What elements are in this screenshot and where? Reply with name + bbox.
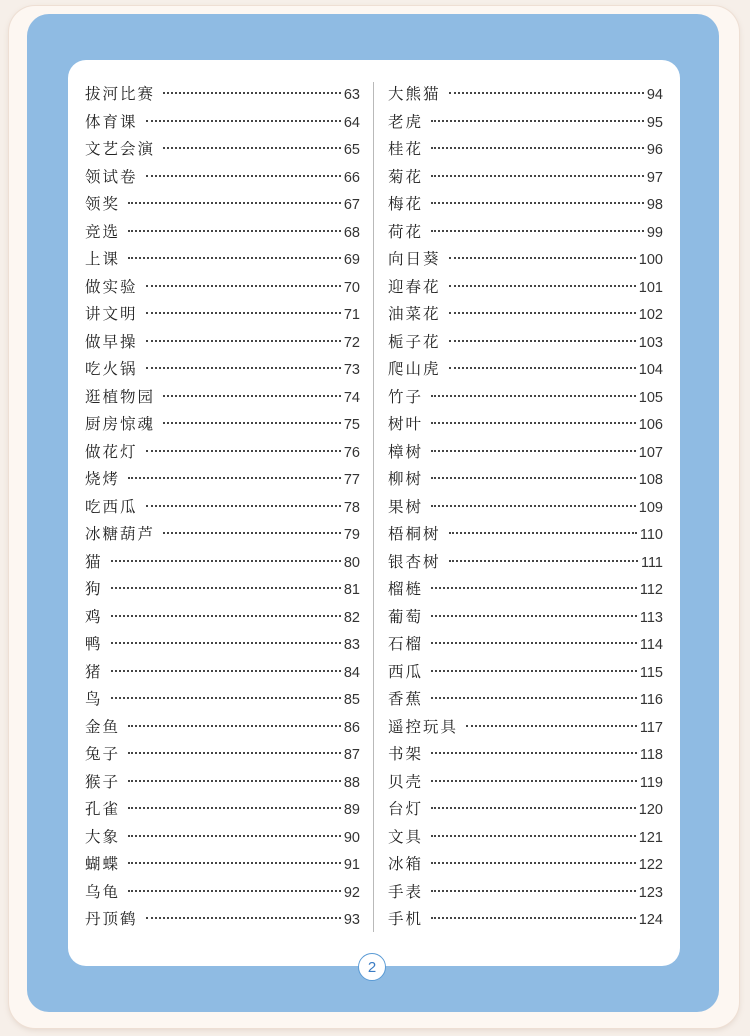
toc-entry-page: 63 [343, 87, 360, 103]
toc-entry-page: 118 [639, 747, 663, 763]
dot-leader [449, 284, 636, 287]
dot-leader [466, 724, 637, 727]
toc-entry-title: 竹子 [388, 387, 424, 406]
toc-entry[interactable] [85, 274, 360, 302]
dot-leader [431, 201, 644, 204]
toc-entry-page: 99 [646, 224, 663, 241]
toc-entry-page: 113 [639, 609, 663, 626]
dot-leader [431, 476, 636, 479]
toc-entry[interactable] [85, 521, 360, 549]
toc-entry-title: 拔河比赛 [85, 85, 156, 103]
toc-entry-page: 110 [639, 527, 663, 543]
toc-entry[interactable] [85, 494, 360, 522]
dot-leader [146, 916, 341, 919]
toc-entry-title: 鸡 [85, 607, 103, 626]
toc-entry-page: 72 [343, 334, 360, 351]
toc-entry-title: 梧桐树 [388, 525, 441, 543]
toc-entry-title: 果树 [388, 497, 424, 516]
toc-entry-page: 66 [343, 169, 360, 186]
toc-entry-title: 烧烤 [85, 470, 121, 488]
toc-entry-page: 78 [343, 499, 360, 516]
toc-entry-title: 蝴蝶 [85, 855, 121, 873]
toc-entry-title: 迎春花 [388, 277, 441, 296]
toc-entry-page: 100 [638, 252, 663, 268]
toc-entry-title: 体育课 [85, 112, 138, 131]
toc-entry[interactable] [85, 164, 360, 192]
toc-entry-page: 122 [638, 857, 663, 873]
toc-entry-title: 遥控玩具 [388, 717, 459, 736]
toc-entry[interactable] [85, 109, 360, 137]
dot-leader [111, 586, 341, 589]
dot-leader [163, 91, 341, 94]
toc-entry-page: 90 [343, 829, 360, 846]
toc-entry[interactable] [388, 604, 663, 632]
toc-entry-title: 冰糖葫芦 [85, 525, 156, 543]
toc-entry-title: 文艺会演 [85, 140, 156, 158]
toc-entry-page: 121 [638, 829, 663, 846]
dot-leader [431, 614, 637, 617]
toc-entry-title: 乌龟 [85, 882, 121, 901]
toc-entry-page: 112 [639, 582, 663, 598]
toc-entry-title: 梅花 [388, 195, 424, 213]
toc-entry-title: 领奖 [85, 195, 121, 213]
toc-entry-page: 73 [343, 362, 360, 378]
toc-entry-page: 71 [343, 307, 360, 323]
dot-leader [163, 421, 341, 424]
toc-entry[interactable] [388, 631, 663, 659]
toc-entry[interactable] [85, 604, 360, 632]
toc-entry[interactable] [388, 686, 663, 714]
toc-entry-page: 70 [343, 279, 360, 296]
toc-entry-page: 116 [639, 692, 663, 708]
toc-entry-page: 124 [638, 912, 663, 928]
toc-entry-title: 领试卷 [85, 167, 138, 186]
dot-leader [128, 724, 341, 727]
toc-entry-page: 101 [638, 279, 663, 296]
toc-entry[interactable] [388, 494, 663, 522]
toc-entry[interactable] [85, 576, 360, 604]
toc-entry-title: 柳树 [388, 470, 424, 488]
toc-entry-title: 文具 [388, 827, 424, 846]
toc-entry-page: 91 [343, 857, 360, 873]
dot-leader [431, 229, 644, 232]
toc-entry[interactable] [388, 384, 663, 412]
toc-entry-page: 88 [343, 774, 360, 791]
dot-leader [431, 449, 636, 452]
toc-entry-page: 97 [646, 169, 663, 186]
dot-leader [111, 614, 341, 617]
toc-entry[interactable] [388, 549, 663, 577]
toc-entry[interactable] [388, 356, 663, 384]
dot-leader [449, 91, 644, 94]
toc-entry[interactable] [388, 906, 663, 934]
toc-entry[interactable] [85, 301, 360, 329]
toc-entry-page: 107 [638, 444, 663, 461]
toc-entry-page: 87 [343, 747, 360, 763]
dot-leader [449, 256, 636, 259]
dot-leader [111, 641, 341, 644]
toc-entry[interactable] [85, 191, 360, 219]
toc-entry-title: 兔子 [85, 745, 121, 763]
dot-leader [111, 696, 341, 699]
toc-entry-page: 123 [638, 884, 663, 901]
column-divider [373, 82, 374, 932]
toc-entry[interactable] [85, 329, 360, 357]
dot-leader [431, 174, 644, 177]
toc-entry-page: 89 [343, 802, 360, 818]
dot-leader [431, 779, 637, 782]
toc-entry-page: 105 [638, 389, 663, 406]
toc-entry[interactable] [85, 136, 360, 164]
toc-entry-title: 厨房惊魂 [85, 415, 156, 433]
dot-leader [431, 696, 637, 699]
toc-entry-title: 手表 [388, 882, 424, 901]
toc-entry-page: 67 [343, 197, 360, 213]
toc-entry[interactable] [85, 81, 360, 109]
toc-entry-page: 102 [638, 307, 663, 323]
toc-entry[interactable] [85, 851, 360, 879]
toc-entry-title: 狗 [85, 580, 103, 598]
dot-leader [431, 421, 636, 424]
toc-entry[interactable] [388, 466, 663, 494]
dot-leader [431, 641, 637, 644]
toc-entry[interactable] [388, 219, 663, 247]
toc-entry-title: 大象 [85, 827, 121, 846]
dot-leader [431, 916, 636, 919]
dot-leader [128, 751, 341, 754]
dot-leader [111, 669, 341, 672]
dot-leader [128, 201, 341, 204]
toc-entry[interactable] [388, 329, 663, 357]
toc-entry-page: 115 [639, 664, 663, 681]
dot-leader [146, 311, 341, 314]
toc-entry[interactable] [388, 301, 663, 329]
dot-leader [128, 889, 341, 892]
toc-entry-title: 做早操 [85, 332, 138, 351]
toc-entry[interactable] [388, 769, 663, 797]
dot-leader [146, 284, 341, 287]
toc-entry-page: 96 [646, 142, 663, 158]
dot-leader [146, 174, 341, 177]
toc-entry[interactable] [85, 631, 360, 659]
toc-entry-page: 77 [343, 472, 360, 488]
toc-entry-page: 109 [638, 499, 663, 516]
toc-entry-title: 做花灯 [85, 442, 138, 461]
dot-leader [449, 339, 636, 342]
toc-entry-title: 栀子花 [388, 332, 441, 351]
dot-leader [431, 889, 636, 892]
toc-entry-title: 银杏树 [388, 552, 441, 571]
toc-entry-title: 书架 [388, 745, 424, 763]
toc-entry-title: 手机 [388, 910, 424, 928]
toc-entry[interactable] [388, 81, 663, 109]
page-number: 2 [367, 958, 377, 976]
toc-entry[interactable] [85, 796, 360, 824]
dot-leader [128, 861, 341, 864]
toc-entry-title: 上课 [85, 250, 121, 268]
toc-entry-title: 猪 [85, 662, 103, 681]
dot-leader [111, 559, 341, 562]
toc-entry-title: 樟树 [388, 442, 424, 461]
dot-leader [146, 504, 341, 507]
toc-entry-page: 65 [343, 142, 360, 158]
toc-entry[interactable] [85, 769, 360, 797]
toc-entry-page: 75 [343, 417, 360, 433]
toc-entry[interactable] [388, 741, 663, 769]
toc-entry-title: 猫 [85, 552, 103, 571]
dot-leader [431, 586, 637, 589]
dot-leader [431, 834, 636, 837]
toc-entry[interactable] [85, 439, 360, 467]
toc-entry-page: 119 [639, 774, 663, 791]
toc-entry-page: 69 [343, 252, 360, 268]
toc-entry-page: 111 [640, 554, 663, 571]
toc-entry-title: 讲文明 [85, 305, 138, 323]
toc-entry-page: 80 [343, 554, 360, 571]
dot-leader [146, 366, 341, 369]
toc-entry-title: 冰箱 [388, 855, 424, 873]
toc-entry[interactable] [85, 659, 360, 687]
toc-entry-title: 香蕉 [388, 690, 424, 708]
page-number-badge [358, 953, 386, 981]
toc-entry[interactable] [388, 576, 663, 604]
toc-entry-page: 83 [343, 637, 360, 653]
toc-entry-title: 榴梿 [388, 580, 424, 598]
toc-entry[interactable] [388, 164, 663, 192]
toc-entry[interactable] [85, 384, 360, 412]
toc-entry[interactable] [85, 906, 360, 934]
toc-entry-title: 逛植物园 [85, 387, 156, 406]
toc-entry-page: 68 [343, 224, 360, 241]
toc-entry[interactable] [85, 466, 360, 494]
toc-entry-page: 86 [343, 719, 360, 736]
toc-entry[interactable] [388, 439, 663, 467]
toc-entry-page: 114 [639, 637, 663, 653]
toc-entry-title: 贝壳 [388, 772, 424, 791]
dot-leader [431, 394, 636, 397]
toc-entry-page: 94 [646, 87, 663, 103]
toc-entry-page: 81 [343, 582, 360, 598]
toc-entry-title: 爬山虎 [388, 360, 441, 378]
toc-entry[interactable] [85, 549, 360, 577]
toc-entry-page: 82 [343, 609, 360, 626]
toc-entry[interactable] [388, 246, 663, 274]
toc-entry-page: 85 [343, 692, 360, 708]
toc-entry[interactable] [388, 659, 663, 687]
dot-leader [431, 751, 637, 754]
toc-entry[interactable] [388, 714, 663, 742]
toc-entry-page: 117 [639, 719, 663, 736]
toc-entry[interactable] [85, 741, 360, 769]
toc-entry[interactable] [85, 219, 360, 247]
toc-entry-title: 大熊猫 [388, 85, 441, 103]
toc-entry-title: 荷花 [388, 222, 424, 241]
dot-leader [449, 366, 636, 369]
dot-leader [163, 531, 341, 534]
toc-entry-title: 吃火锅 [85, 360, 138, 378]
toc-entry-title: 吃西瓜 [85, 497, 138, 516]
dot-leader [128, 806, 341, 809]
toc-entry[interactable] [388, 136, 663, 164]
toc-entry[interactable] [388, 851, 663, 879]
toc-entry-title: 丹顶鹤 [85, 910, 138, 928]
toc-entry-title: 鸟 [85, 690, 103, 708]
toc-entry-page: 106 [638, 417, 663, 433]
toc-entry-title: 菊花 [388, 167, 424, 186]
toc-entry-title: 做实验 [85, 277, 138, 296]
dot-leader [431, 669, 637, 672]
toc-entry[interactable] [85, 714, 360, 742]
toc-entry-page: 79 [343, 527, 360, 543]
dot-leader [431, 806, 636, 809]
toc-entry-page: 74 [343, 389, 360, 406]
toc-entry-title: 葡萄 [388, 607, 424, 626]
dot-leader [146, 449, 341, 452]
toc-entry-page: 84 [343, 664, 360, 681]
dot-leader [449, 311, 636, 314]
dot-leader [163, 394, 341, 397]
toc-entry[interactable] [388, 191, 663, 219]
dot-leader [128, 229, 341, 232]
toc-entry-title: 孔雀 [85, 800, 121, 818]
dot-leader [449, 559, 638, 562]
toc-entry-page: 120 [638, 802, 663, 818]
toc-entry[interactable] [388, 274, 663, 302]
toc-entry-title: 西瓜 [388, 662, 424, 681]
dot-leader [128, 834, 341, 837]
dot-leader [431, 119, 644, 122]
toc-entry-page: 76 [343, 444, 360, 461]
toc-entry-title: 石榴 [388, 635, 424, 653]
dot-leader [431, 146, 644, 149]
toc-column-right [388, 81, 663, 934]
toc-entry[interactable] [85, 411, 360, 439]
toc-entry[interactable] [85, 879, 360, 907]
toc-entry[interactable] [85, 356, 360, 384]
toc-entry-page: 93 [343, 912, 360, 928]
toc-entry-page: 95 [646, 114, 663, 131]
toc-entry[interactable] [85, 686, 360, 714]
toc-entry[interactable] [388, 796, 663, 824]
toc-entry[interactable] [85, 246, 360, 274]
toc-entry-page: 108 [638, 472, 663, 488]
toc-entry-title: 猴子 [85, 772, 121, 791]
toc-entry-title: 鸭 [85, 635, 103, 653]
toc-entry-title: 竞选 [85, 222, 121, 241]
dot-leader [163, 146, 341, 149]
dot-leader [431, 861, 636, 864]
toc-entry-page: 98 [646, 197, 663, 213]
toc-entry-page: 92 [343, 884, 360, 901]
toc-entry-page: 64 [343, 114, 360, 131]
dot-leader [449, 531, 637, 534]
toc-entry[interactable] [388, 879, 663, 907]
toc-entry-title: 树叶 [388, 415, 424, 433]
dot-leader [146, 119, 341, 122]
dot-leader [128, 256, 341, 259]
toc-entry-page: 103 [638, 334, 663, 351]
toc-entry-title: 老虎 [388, 112, 424, 131]
toc-entry-title: 桂花 [388, 140, 424, 158]
toc-entry-title: 金鱼 [85, 717, 121, 736]
toc-entry-title: 向日葵 [388, 250, 441, 268]
toc-entry[interactable] [388, 824, 663, 852]
toc-column-left [85, 81, 360, 934]
toc-entry-page: 104 [638, 362, 663, 378]
dot-leader [146, 339, 341, 342]
toc-entry-title: 油菜花 [388, 305, 441, 323]
toc-entry[interactable] [388, 521, 663, 549]
toc-entry[interactable] [388, 411, 663, 439]
toc-entry[interactable] [388, 109, 663, 137]
dot-leader [128, 476, 341, 479]
dot-leader [431, 504, 636, 507]
dot-leader [128, 779, 341, 782]
toc-entry[interactable] [85, 824, 360, 852]
toc-entry-title: 台灯 [388, 800, 424, 818]
